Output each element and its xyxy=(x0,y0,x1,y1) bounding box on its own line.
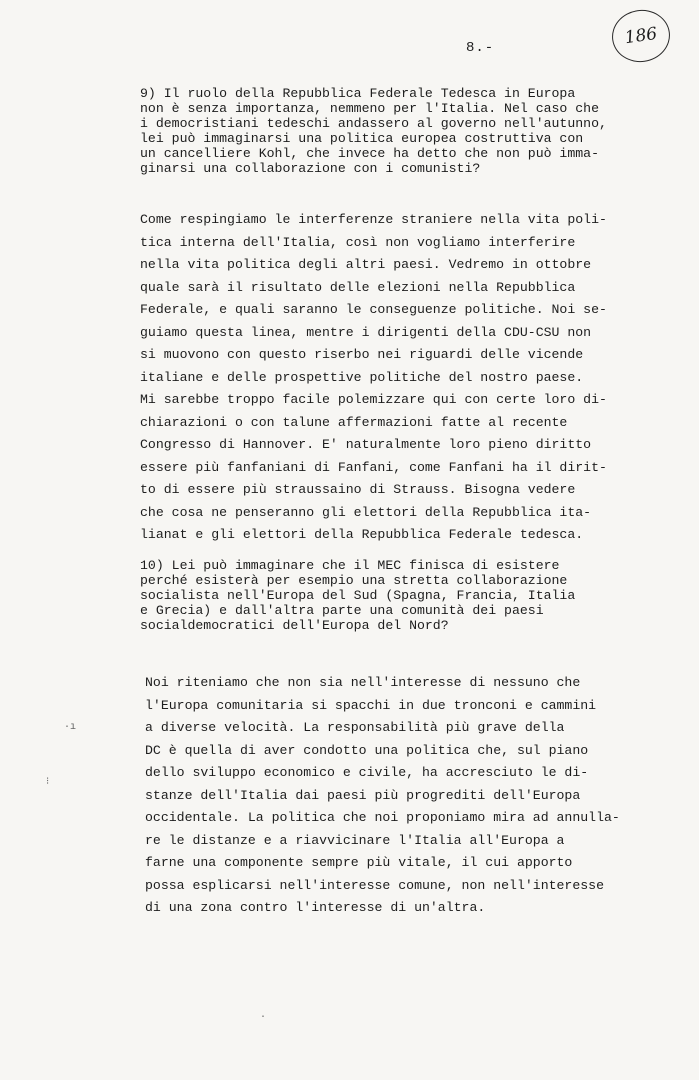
answer-9 xyxy=(140,209,607,547)
text-line: essere più fanfaniani di Fanfani, come Fanfani ha il dirit- xyxy=(140,459,607,475)
text-line: socialista nell'Europa del Sud (Spagna, Francia, Italia xyxy=(140,588,576,603)
answer-10 xyxy=(145,672,620,920)
text-line: tica interna dell'Italia, così non vogliamo interferire xyxy=(140,234,576,250)
text-line: un cancelliere Kohl, che invece ha detto che non può imma- xyxy=(140,146,599,161)
text-line: farne una componente sempre più vitale, il cui apporto xyxy=(145,855,573,870)
text-line: dello sviluppo economico e civile, ha accresciuto le di- xyxy=(145,765,589,780)
text-line: di una zona contro l'interesse di un'altra. xyxy=(145,900,486,915)
text-line: stanze dell'Italia dai paesi più progrediti dell'Europa xyxy=(145,787,581,803)
page-number: 8.- xyxy=(466,40,495,56)
text-line: lei può immaginarsi una politica europea costruttiva con xyxy=(140,131,584,146)
text-line: Noi riteniamo che non sia nell'interesse di nessuno che xyxy=(145,675,581,690)
text-line: ginarsi una collaborazione con i comunisti? xyxy=(140,161,481,176)
text-line: possa esplicarsi nell'interesse comune, non nell'interesse xyxy=(145,877,604,893)
archive-stamp: 186 xyxy=(609,6,674,66)
text-line: quale sarà il risultato delle elezioni nella Repubblica xyxy=(140,279,576,295)
text-line: socialdemocratici dell'Europa del Nord? xyxy=(140,618,449,633)
text-line: Congresso di Hannover. E' naturalmente loro pieno diritto xyxy=(140,437,592,452)
text-line: guiamo questa linea, mentre i dirigenti della CDU-CSU non xyxy=(140,324,592,340)
text-line: 9) Il ruolo della Repubblica Federale Tedesca in Europa xyxy=(140,86,576,101)
margin-mark: ⁝ xyxy=(46,777,50,788)
text-line: lianat e gli elettori della Repubblica Federale tedesca. xyxy=(140,527,584,542)
text-line: Mi sarebbe troppo facile polemizzare qui con certe loro di- xyxy=(140,392,607,407)
text-line: nella vita politica degli altri paesi. Vedremo in ottobre xyxy=(140,257,592,272)
text-line: italiane e delle prospettive politiche del nostro paese. xyxy=(140,369,584,385)
text-line: a diverse velocità. La responsabilità più grave della xyxy=(145,720,565,735)
margin-mark: ·ı xyxy=(64,722,77,733)
text-line: l'Europa comunitaria si spacchi in due tronconi e cammini xyxy=(145,697,597,713)
question-9 xyxy=(140,86,607,176)
text-line: Come respingiamo le interferenze straniere nella vita poli- xyxy=(140,212,607,227)
text-line: to di essere più straussaino di Strauss. Bisogna vedere xyxy=(140,482,576,497)
margin-mark: · xyxy=(260,1012,267,1023)
question-10 xyxy=(140,558,575,633)
text-line: occidentale. La politica che noi proponiamo mira ad annulla- xyxy=(145,810,620,825)
text-line: i democristiani tedeschi andassero al governo nell'autunno, xyxy=(140,116,607,131)
text-line: DC è quella di aver condotto una politica che, sul piano xyxy=(145,742,589,758)
text-line: chiarazioni o con talune affermazioni fatte al recente xyxy=(140,414,568,430)
text-line: che cosa ne penseranno gli elettori della Repubblica ita- xyxy=(140,504,592,520)
text-line: e Grecia) e dall'altra parte una comunità dei paesi xyxy=(140,603,544,618)
text-line: non è senza importanza, nemmeno per l'Italia. Nel caso che xyxy=(140,101,599,116)
text-line: 10) Lei può immaginare che il MEC finisca di esistere xyxy=(140,558,560,573)
text-line: re le distanze e a riavvicinare l'Italia all'Europa a xyxy=(145,832,565,848)
text-line: perché esisterà per esempio una stretta collaborazione xyxy=(140,573,568,588)
text-line: Federale, e quali saranno le conseguenze politiche. Noi se- xyxy=(140,302,607,317)
text-line: si muovono con questo riserbo nei riguardi delle vicende xyxy=(140,347,584,362)
